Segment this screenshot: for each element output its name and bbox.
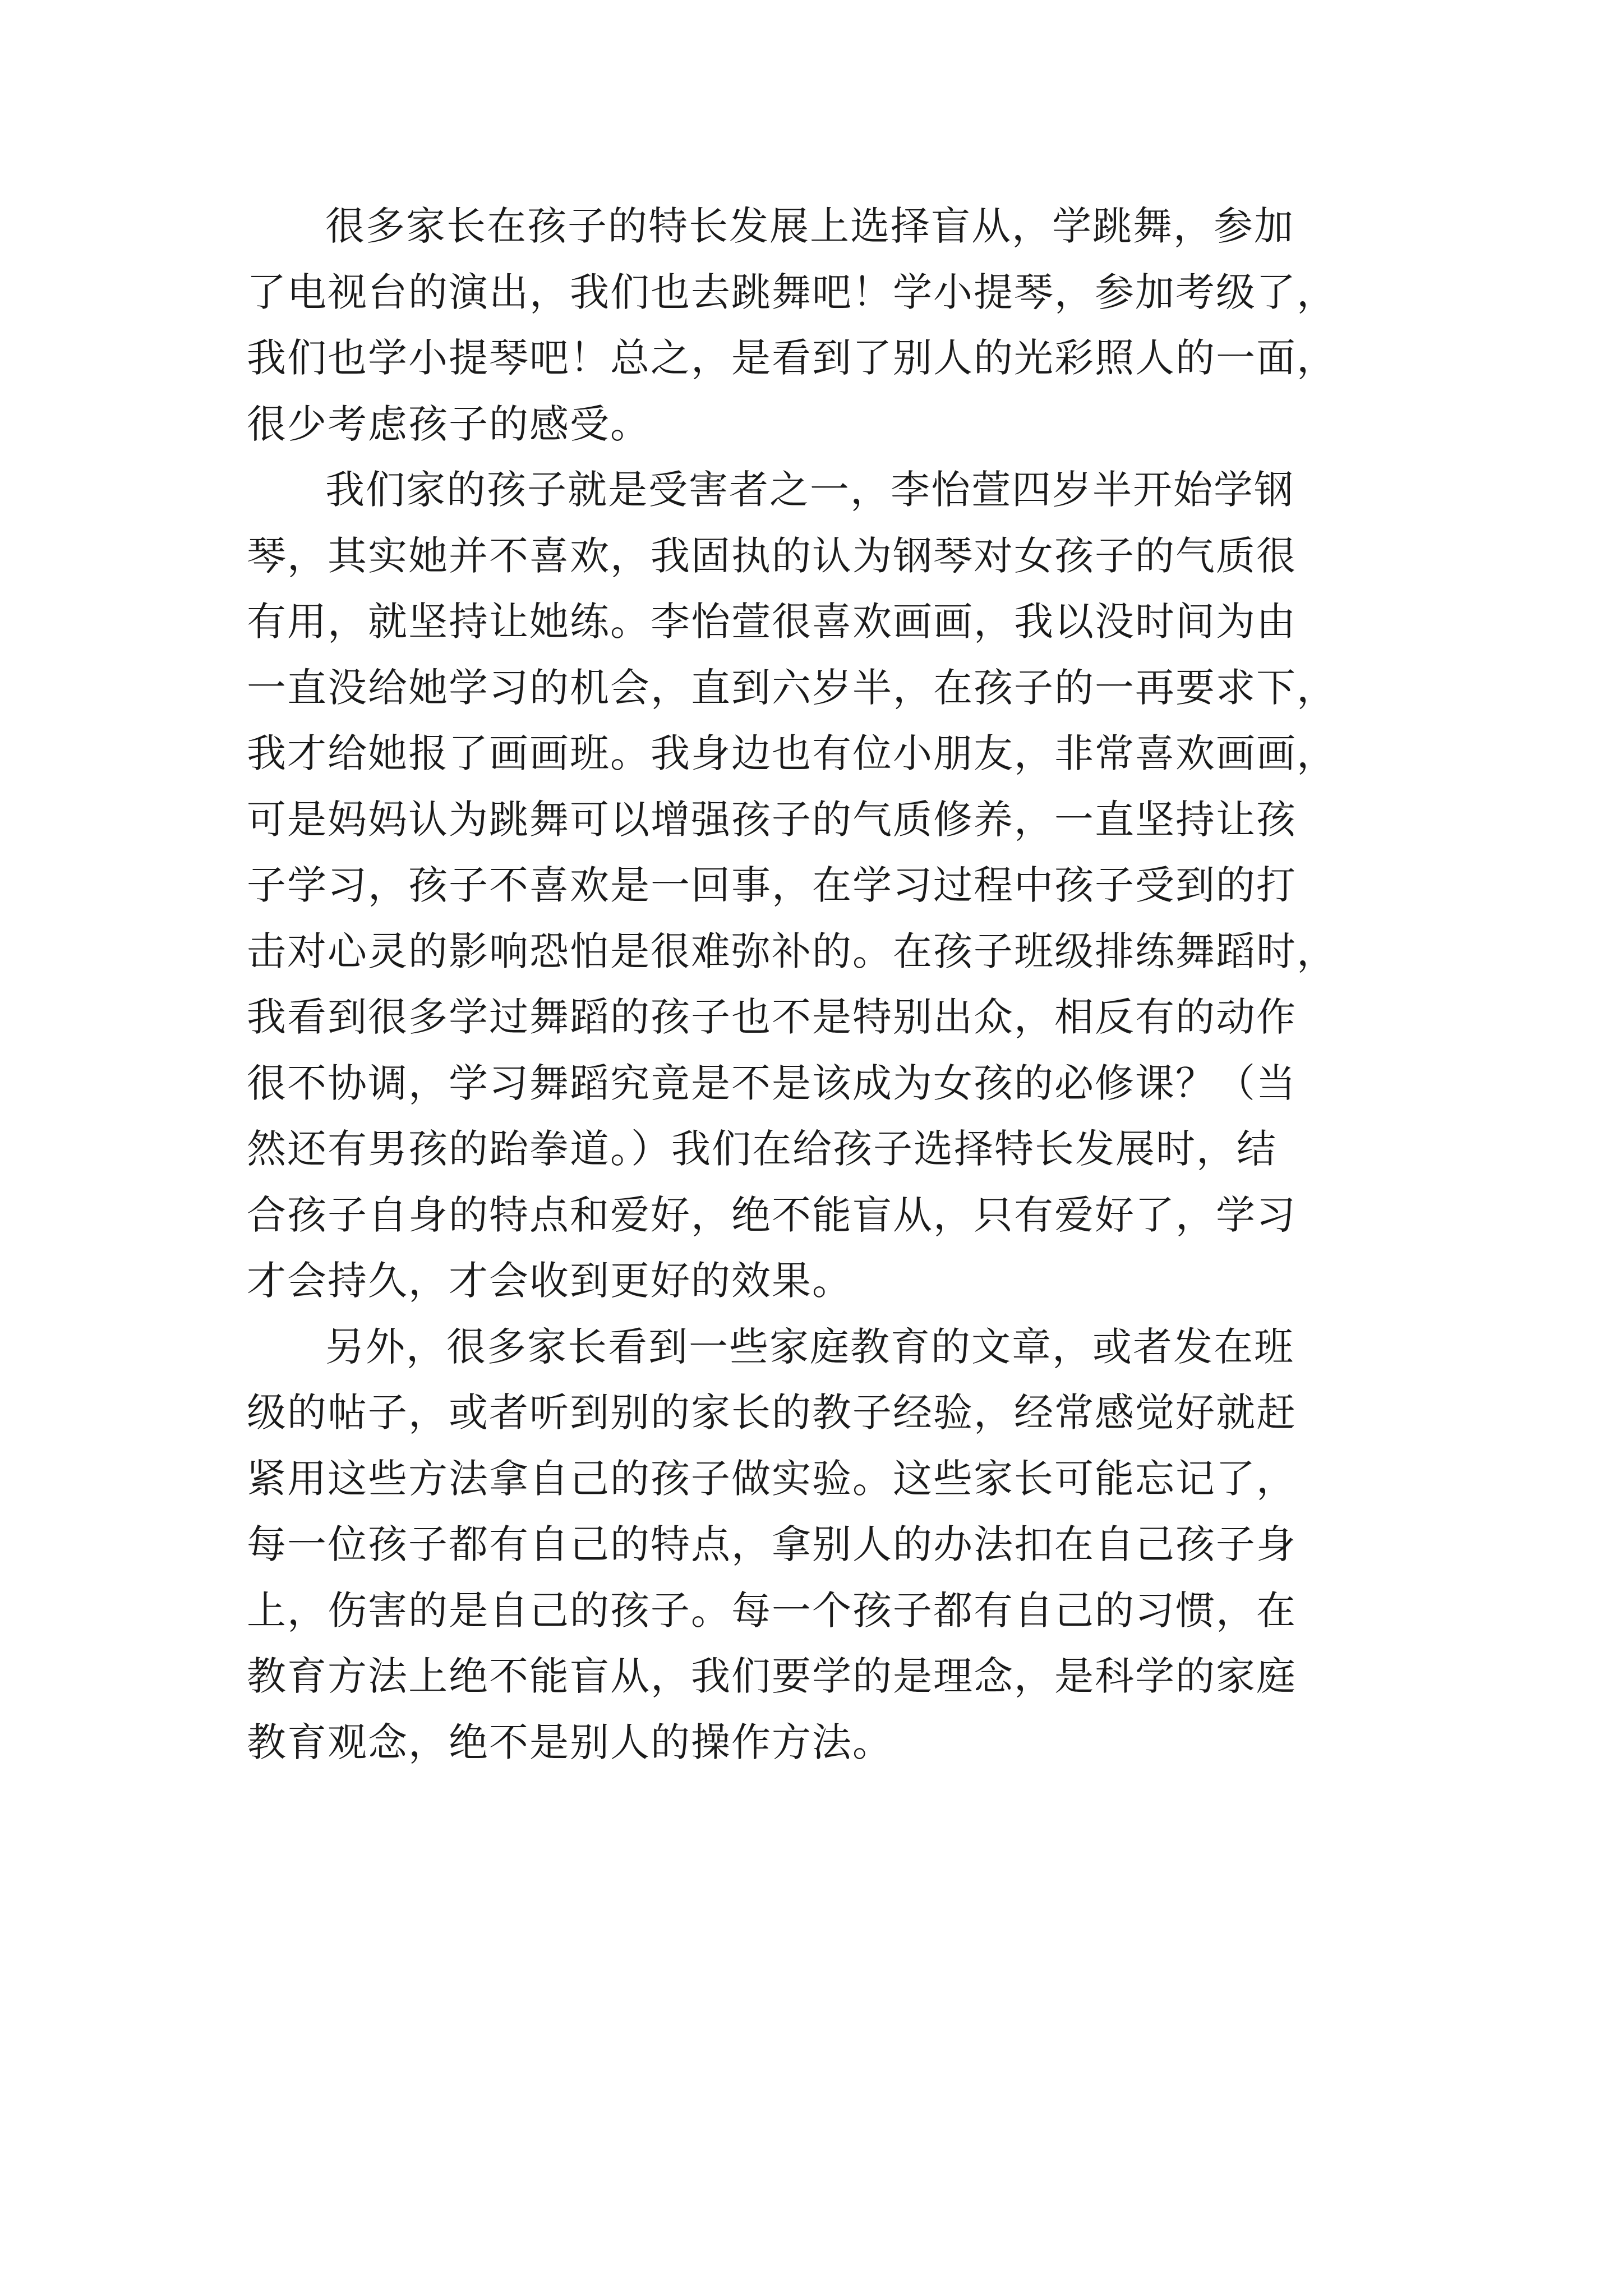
text-line: 了电视台的演出，我们也去跳舞吧！学小提琴，参加考级了， bbox=[247, 269, 1337, 315]
text-line: 很不协调，学习舞蹈究竟是不是该成为女孩的必修课？（当 bbox=[247, 1060, 1297, 1106]
paragraph-2 bbox=[247, 457, 1436, 1314]
text-line: 我们家的孩子就是受害者之一，李怡萱四岁半开始学钢 bbox=[325, 467, 1294, 513]
text-line: 很少考虑孩子的感受。 bbox=[247, 401, 651, 447]
text-line: 一直没给她学习的机会，直到六岁半，在孩子的一再要求下， bbox=[247, 664, 1337, 711]
text-line: 有用，就坚持让她练。李怡萱很喜欢画画，我以没时间为由 bbox=[247, 599, 1297, 645]
paragraph-1 bbox=[247, 194, 1436, 457]
text-line: 我看到很多学过舞蹈的孩子也不是特别出众，相反有的动作 bbox=[247, 994, 1297, 1040]
text-line: 可是妈妈认为跳舞可以增强孩子的气质修养，一直坚持让孩 bbox=[247, 796, 1297, 843]
text-line: 另外，很多家长看到一些家庭教育的文章，或者发在班 bbox=[325, 1323, 1294, 1370]
text-line: 教育观念，绝不是别人的操作方法。 bbox=[247, 1719, 893, 1765]
text-line: 我们也学小提琴吧！总之，是看到了别人的光彩照人的一面， bbox=[247, 335, 1337, 381]
text-line: 子学习，孩子不喜欢是一回事，在学习过程中孩子受到的打 bbox=[247, 862, 1297, 908]
text-line: 级的帖子，或者听到别的家长的教子经验，经常感觉好就赶 bbox=[247, 1389, 1297, 1435]
text-line: 每一位孩子都有自己的特点，拿别人的办法扣在自己孩子身 bbox=[247, 1521, 1297, 1567]
text-line: 击对心灵的影响恐怕是很难弥补的。在孩子班级排练舞蹈时， bbox=[247, 928, 1337, 974]
text-line: 琴，其实她并不喜欢，我固执的认为钢琴对女孩子的气质很 bbox=[247, 532, 1297, 579]
paragraph-3 bbox=[247, 1314, 1436, 1776]
document-body bbox=[247, 194, 1436, 1775]
text-line: 教育方法上绝不能盲从，我们要学的是理念，是科学的家庭 bbox=[247, 1653, 1297, 1699]
text-line: 紧用这些方法拿自己的孩子做实验。这些家长可能忘记了， bbox=[247, 1455, 1297, 1502]
text-line: 合孩子自身的特点和爱好，绝不能盲从，只有爱好了，学习 bbox=[247, 1191, 1297, 1238]
text-line: 才会持久，才会收到更好的效果。 bbox=[247, 1258, 852, 1304]
text-line: 很多家长在孩子的特长发展上选择盲从，学跳舞，参加 bbox=[325, 203, 1294, 249]
text-line: 然还有男孩的跆拳道。）我们在给孩子选择特长发展时，结 bbox=[247, 1126, 1277, 1172]
text-line: 上，伤害的是自己的孩子。每一个孩子都有自己的习惯，在 bbox=[247, 1587, 1297, 1634]
text-line: 我才给她报了画画班。我身边也有位小朋友，非常喜欢画画， bbox=[247, 730, 1337, 776]
